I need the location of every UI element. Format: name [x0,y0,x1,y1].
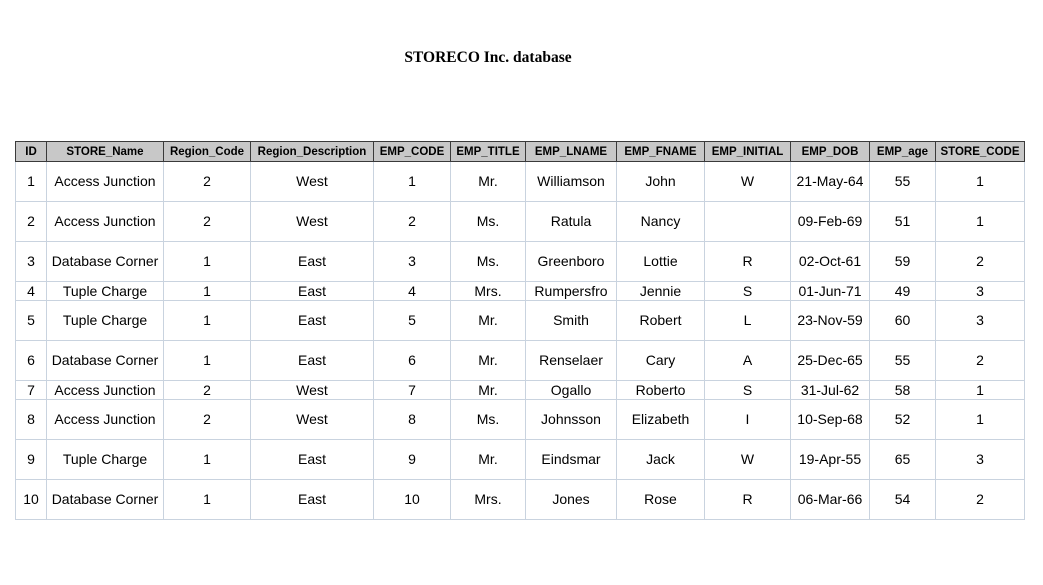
table-row [16,282,1025,301]
cell-store-name: Tuple Charge [47,282,164,301]
cell-emp-fname: John [617,162,705,202]
cell-region-description: East [251,242,374,282]
cell-emp-age: 51 [870,202,936,242]
cell-store-code: 1 [936,202,1025,242]
cell-emp-initial: I [705,400,791,440]
cell-emp-title: Mr. [451,301,526,341]
header-emp-dob: EMP_DOB [791,142,870,162]
header-emp-code: EMP_CODE [374,142,451,162]
cell-emp-initial: W [705,440,791,480]
table-row [16,301,1025,341]
cell-emp-code: 5 [374,301,451,341]
cell-store-name: Database Corner [47,242,164,282]
cell-emp-code: 1 [374,162,451,202]
cell-emp-fname: Robert [617,301,705,341]
cell-emp-initial [705,202,791,242]
cell-emp-lname: Williamson [526,162,617,202]
cell-emp-lname: Rumpersfro [526,282,617,301]
cell-emp-initial: S [705,381,791,400]
table-row [16,202,1025,242]
employee-table [15,141,1025,520]
cell-id: 8 [16,400,47,440]
header-store-name: STORE_Name [47,142,164,162]
cell-emp-fname: Jack [617,440,705,480]
cell-emp-lname: Greenboro [526,242,617,282]
cell-emp-lname: Renselaer [526,341,617,381]
cell-emp-lname: Ratula [526,202,617,242]
cell-emp-title: Ms. [451,400,526,440]
cell-emp-initial: R [705,242,791,282]
cell-emp-dob: 01-Jun-71 [791,282,870,301]
cell-store-code: 2 [936,341,1025,381]
cell-emp-code: 2 [374,202,451,242]
table-row [16,400,1025,440]
cell-store-name: Access Junction [47,202,164,242]
cell-emp-age: 58 [870,381,936,400]
cell-emp-lname: Johnsson [526,400,617,440]
cell-id: 7 [16,381,47,400]
cell-emp-age: 49 [870,282,936,301]
header-emp-initial: EMP_INITIAL [705,142,791,162]
cell-emp-initial: W [705,162,791,202]
cell-store-code: 2 [936,242,1025,282]
cell-emp-dob: 02-Oct-61 [791,242,870,282]
cell-region-code: 2 [164,400,251,440]
table-row [16,381,1025,400]
cell-emp-code: 4 [374,282,451,301]
cell-emp-initial: R [705,480,791,520]
cell-id: 4 [16,282,47,301]
cell-region-description: West [251,162,374,202]
table-row [16,341,1025,381]
cell-emp-initial: A [705,341,791,381]
cell-emp-fname: Roberto [617,381,705,400]
cell-emp-title: Mr. [451,381,526,400]
cell-region-code: 1 [164,301,251,341]
cell-emp-code: 7 [374,381,451,400]
cell-emp-lname: Jones [526,480,617,520]
cell-emp-title: Mr. [451,440,526,480]
cell-emp-fname: Nancy [617,202,705,242]
cell-region-description: East [251,282,374,301]
header-id: ID [16,142,47,162]
cell-region-code: 2 [164,202,251,242]
cell-store-code: 3 [936,282,1025,301]
cell-emp-age: 59 [870,242,936,282]
header-row [16,142,1025,162]
cell-emp-fname: Elizabeth [617,400,705,440]
cell-emp-title: Mr. [451,162,526,202]
header-store-code: STORE_CODE [936,142,1025,162]
cell-region-code: 1 [164,480,251,520]
cell-region-code: 1 [164,242,251,282]
cell-id: 3 [16,242,47,282]
cell-region-description: West [251,381,374,400]
cell-emp-lname: Eindsmar [526,440,617,480]
cell-emp-age: 65 [870,440,936,480]
cell-region-description: West [251,202,374,242]
header-emp-lname: EMP_LNAME [526,142,617,162]
cell-id: 5 [16,301,47,341]
table-row [16,242,1025,282]
cell-emp-age: 60 [870,301,936,341]
cell-store-name: Tuple Charge [47,301,164,341]
cell-emp-code: 8 [374,400,451,440]
cell-emp-code: 6 [374,341,451,381]
cell-emp-dob: 25-Dec-65 [791,341,870,381]
cell-emp-title: Mrs. [451,282,526,301]
cell-region-description: West [251,400,374,440]
header-emp-title: EMP_TITLE [451,142,526,162]
cell-store-name: Tuple Charge [47,440,164,480]
cell-region-description: East [251,440,374,480]
cell-id: 10 [16,480,47,520]
cell-emp-title: Ms. [451,242,526,282]
cell-emp-lname: Smith [526,301,617,341]
cell-emp-dob: 23-Nov-59 [791,301,870,341]
cell-region-description: East [251,341,374,381]
cell-emp-dob: 21-May-64 [791,162,870,202]
cell-emp-lname: Ogallo [526,381,617,400]
cell-emp-fname: Lottie [617,242,705,282]
header-emp-fname: EMP_FNAME [617,142,705,162]
header-region-code: Region_Code [164,142,251,162]
cell-id: 1 [16,162,47,202]
cell-emp-code: 9 [374,440,451,480]
cell-store-name: Access Junction [47,381,164,400]
cell-region-code: 2 [164,381,251,400]
cell-emp-initial: S [705,282,791,301]
cell-emp-age: 52 [870,400,936,440]
table-row [16,162,1025,202]
cell-emp-code: 10 [374,480,451,520]
cell-emp-title: Mr. [451,341,526,381]
cell-id: 2 [16,202,47,242]
cell-emp-age: 55 [870,341,936,381]
cell-store-code: 3 [936,301,1025,341]
cell-emp-dob: 31-Jul-62 [791,381,870,400]
cell-region-code: 1 [164,440,251,480]
cell-emp-age: 55 [870,162,936,202]
cell-store-code: 2 [936,480,1025,520]
cell-emp-title: Ms. [451,202,526,242]
cell-store-code: 3 [936,440,1025,480]
cell-emp-fname: Cary [617,341,705,381]
cell-emp-code: 3 [374,242,451,282]
cell-region-description: East [251,480,374,520]
cell-emp-fname: Rose [617,480,705,520]
cell-id: 6 [16,341,47,381]
cell-store-code: 1 [936,162,1025,202]
cell-emp-initial: L [705,301,791,341]
table-row [16,440,1025,480]
cell-region-description: East [251,301,374,341]
cell-emp-title: Mrs. [451,480,526,520]
header-region-description: Region_Description [251,142,374,162]
cell-emp-dob: 09-Feb-69 [791,202,870,242]
cell-region-code: 1 [164,341,251,381]
cell-emp-age: 54 [870,480,936,520]
cell-emp-dob: 06-Mar-66 [791,480,870,520]
cell-store-name: Database Corner [47,341,164,381]
cell-emp-dob: 10-Sep-68 [791,400,870,440]
cell-emp-fname: Jennie [617,282,705,301]
cell-store-code: 1 [936,400,1025,440]
cell-id: 9 [16,440,47,480]
header-emp-age: EMP_age [870,142,936,162]
cell-store-name: Access Junction [47,162,164,202]
cell-store-name: Access Junction [47,400,164,440]
table-row [16,480,1025,520]
cell-store-code: 1 [936,381,1025,400]
page-title: STORECO Inc. database [404,49,572,66]
cell-region-code: 2 [164,162,251,202]
cell-region-code: 1 [164,282,251,301]
cell-store-name: Database Corner [47,480,164,520]
cell-emp-dob: 19-Apr-55 [791,440,870,480]
